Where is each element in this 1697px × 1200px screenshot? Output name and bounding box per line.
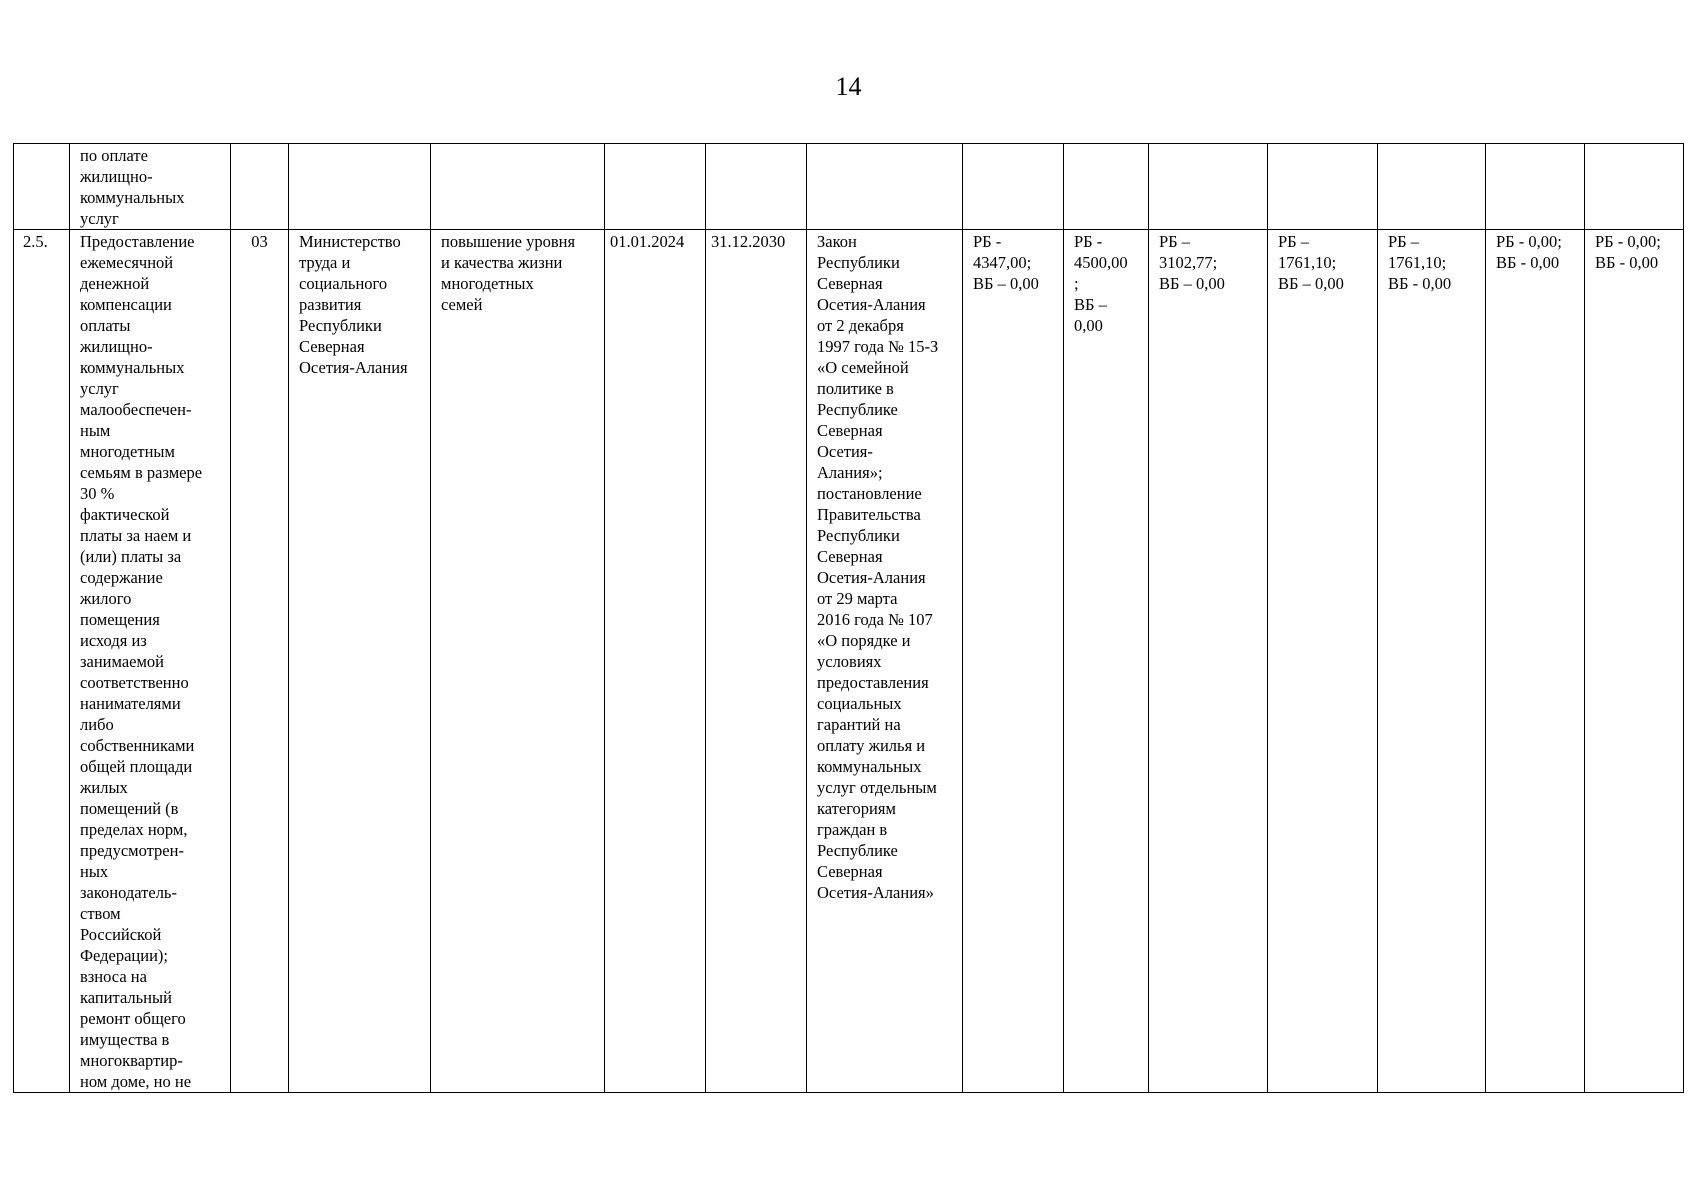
cell-end-date: 31.12.2030 <box>706 230 807 1093</box>
cell-number: 2.5. <box>14 230 70 1093</box>
cell-legal-basis <box>807 144 963 230</box>
cell-funding-1 <box>963 144 1064 230</box>
cell-funding-2: РБ - 4500,00 ; ВБ – 0,00 <box>1064 230 1149 1093</box>
cell-start-date: 01.01.2024 <box>605 230 706 1093</box>
cell-number <box>14 144 70 230</box>
table-row <box>14 230 1684 1093</box>
cell-legal-basis: Закон Республики Северная Осетия-Алания от 2 декабря 1997 года № 15-З «О семейной политике в Республике Северная Осетия- Алания»; постановление Правительства Республики Северная Осетия-Алания от 29 марта 2016 года № 107 «О порядке и условиях предоставления социальных гарантий на оплату жилья и коммунальных услуг отдельным категориям граждан в Республике Северная Осетия-Алания» <box>807 230 963 1093</box>
program-table <box>13 143 1684 1093</box>
cell-measure-name: Предоставление ежемесячной денежной компенсации оплаты жилищно- коммунальных услуг малообеспечен- ным многодетным семьям в размере 30 % фактической платы за наем и (или) платы за содержание жилого помещения исходя из занимаемой соответственно нанимателями либо собственниками общей площади жилых помещений (в пределах норм, предусмотрен- ных законодатель- ством Российской Федерации); взноса на капитальный ремонт общего имущества в многоквартир- ном доме, но не <box>70 230 231 1093</box>
cell-funding-6 <box>1486 144 1585 230</box>
cell-end-date <box>706 144 807 230</box>
cell-funding-4 <box>1268 144 1378 230</box>
cell-measure-name: по оплате жилищно- коммунальных услуг <box>70 144 231 230</box>
cell-funding-4: РБ – 1761,10; ВБ – 0,00 <box>1268 230 1378 1093</box>
cell-funding-6: РБ - 0,00; ВБ - 0,00 <box>1486 230 1585 1093</box>
cell-funding-7: РБ - 0,00; ВБ - 0,00 <box>1585 230 1684 1093</box>
cell-start-date <box>605 144 706 230</box>
cell-funding-2 <box>1064 144 1149 230</box>
cell-funding-5: РБ – 1761,10; ВБ - 0,00 <box>1378 230 1486 1093</box>
cell-code: 03 <box>231 230 289 1093</box>
cell-funding-3 <box>1149 144 1268 230</box>
cell-funding-3: РБ – 3102,77; ВБ – 0,00 <box>1149 230 1268 1093</box>
cell-goal: повышение уровня и качества жизни многодетных семей <box>431 230 605 1093</box>
cell-executor <box>289 144 431 230</box>
cell-code <box>231 144 289 230</box>
page-number: 14 <box>835 72 862 101</box>
cell-goal <box>431 144 605 230</box>
cell-executor: Министерство труда и социального развития Республики Северная Осетия-Алания <box>289 230 431 1093</box>
cell-funding-1: РБ - 4347,00; ВБ – 0,00 <box>963 230 1064 1093</box>
cell-funding-7 <box>1585 144 1684 230</box>
cell-funding-5 <box>1378 144 1486 230</box>
table-row-continued <box>14 144 1684 230</box>
